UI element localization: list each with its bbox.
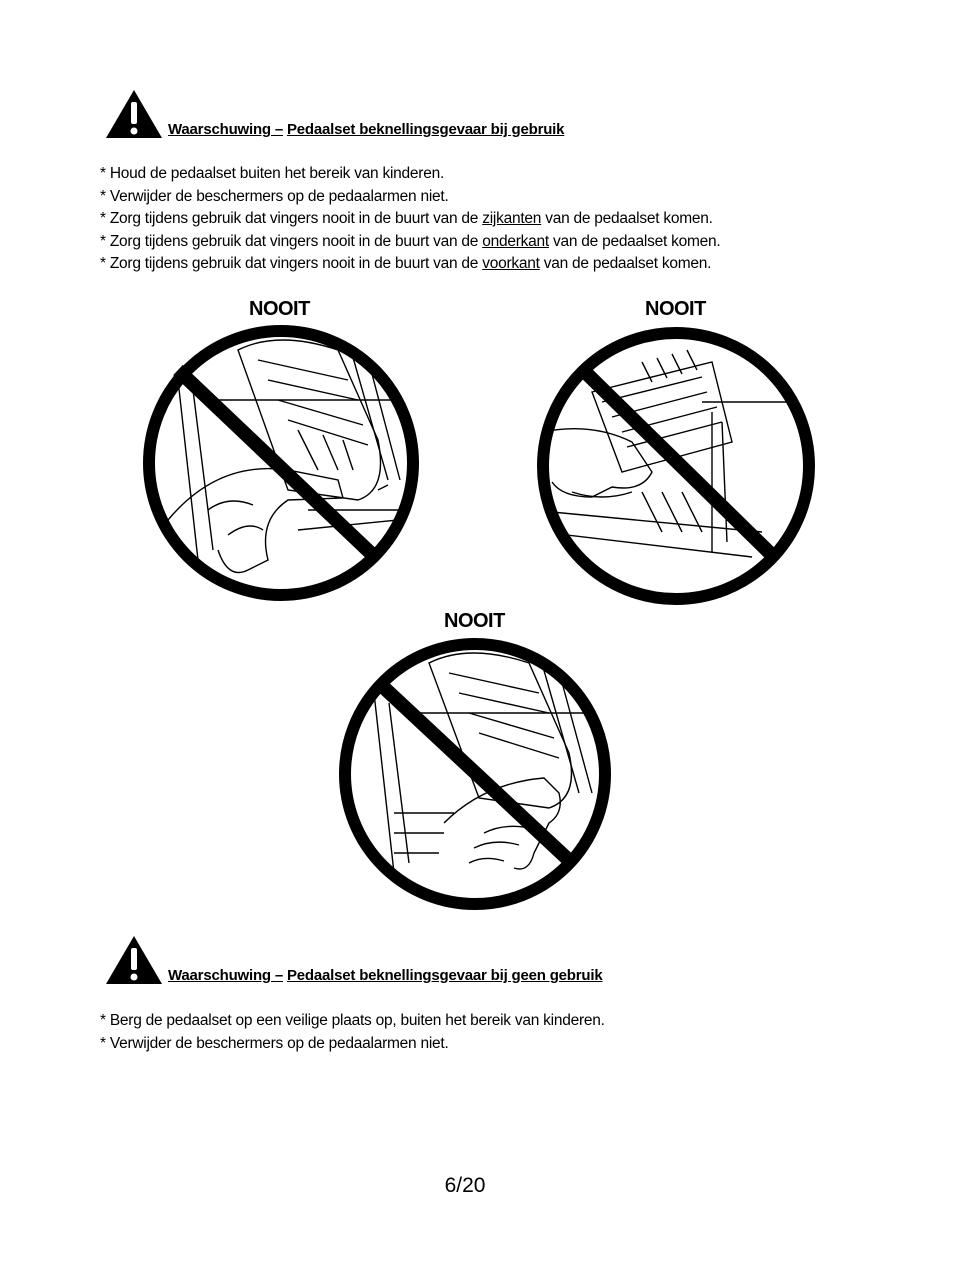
prohibition-illustration-2 [532,322,820,610]
bullet-list-2 [100,1010,605,1055]
warning-triangle-icon [104,934,164,986]
list-item: * Berg de pedaalset op een veilige plaats op, buiten het bereik van kinderen. [100,1012,605,1029]
warning-heading-2 [104,934,724,986]
warning-title-2 [168,967,602,984]
bullet-list-1 [100,163,720,276]
nooit-label-3: NOOIT [444,610,505,632]
page-number: 6/20 [444,1174,486,1197]
nooit-label-1: NOOIT [249,298,310,320]
prohibition-illustration-1 [138,320,424,606]
warning-text-2: Pedaalset beknellingsgevaar bij geen gebruik [286,967,603,984]
warning-label-2: Waarschuwing – [168,967,284,984]
list-item: * Verwijder de beschermers op de pedaalarmen niet. [100,187,449,205]
prohibition-illustration-3 [334,633,616,915]
warning-text-1: Pedaalset beknellingsgevaar bij gebruik [286,121,565,138]
nooit-label-2: NOOIT [645,298,706,320]
pedal-hand-drawing-3 [374,653,592,873]
prohibition-slash [580,367,777,560]
warning-triangle-icon [104,88,164,140]
warning-heading-1 [104,88,724,140]
list-item: * Verwijder de beschermers op de pedaalarmen niet. [100,1034,449,1052]
list-item: * Zorg tijdens gebruik dat vingers nooit in de buurt van de onderkant van de pedaalset komen. [100,232,721,250]
warning-title-1 [168,121,564,138]
prohibition-slash [178,370,378,560]
warning-label-1: Waarschuwing – [168,121,284,138]
list-item: * Zorg tijdens gebruik dat vingers nooit in de buurt van de voorkant van de pedaalset komen. [100,255,712,272]
list-item: * Houd de pedaalset buiten het bereik van kinderen. [100,165,444,182]
list-item: * Zorg tijdens gebruik dat vingers nooit in de buurt van de zijkanten van de pedaalset komen. [100,210,713,227]
prohibition-slash [379,683,574,865]
